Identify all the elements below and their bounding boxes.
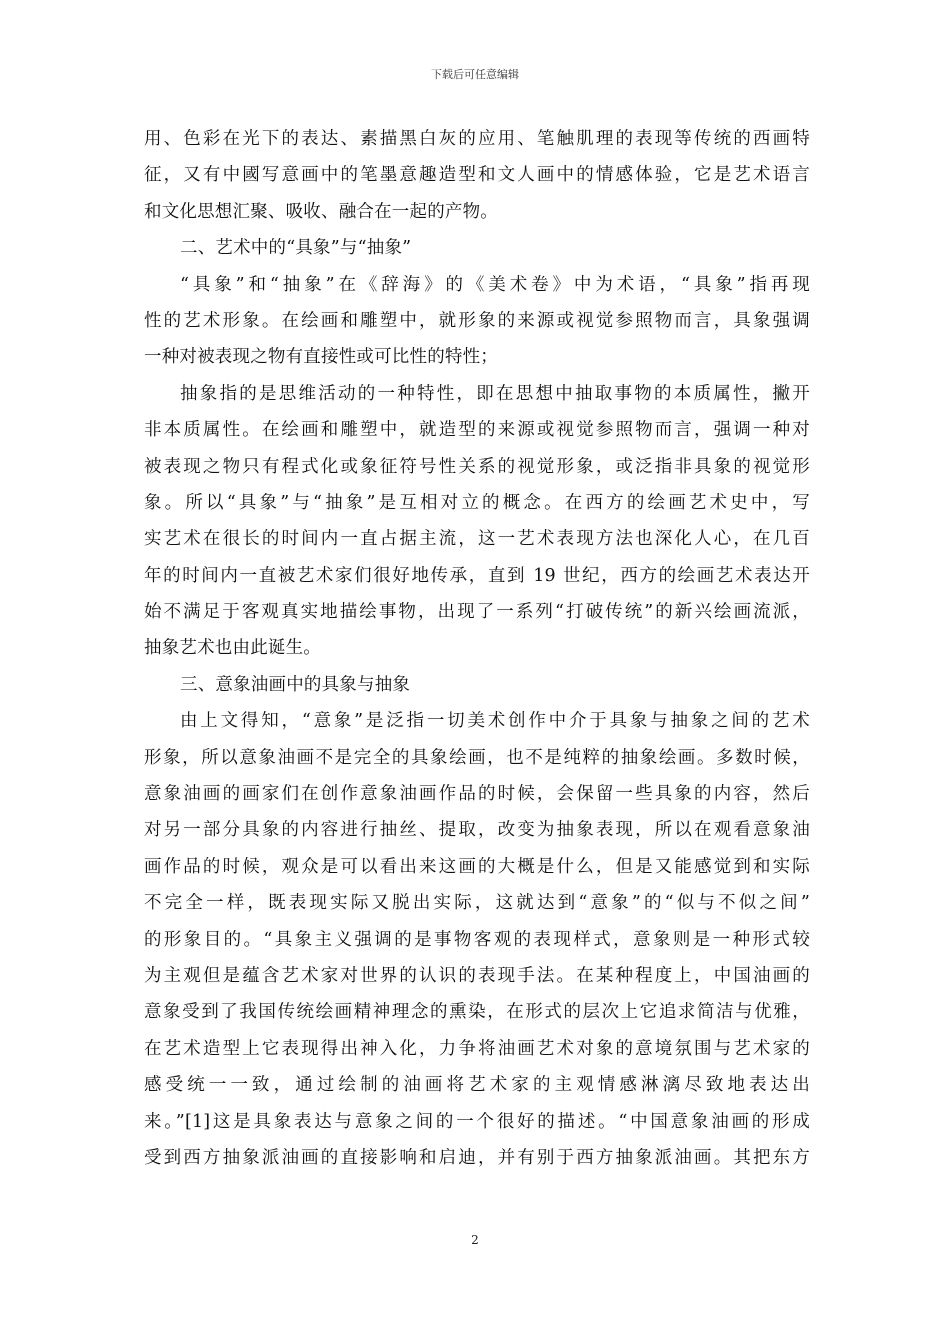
text-line: 抽象指的是思维活动的一种特性，即在思想中抽取事物的本质属性，撇开 (180, 383, 810, 404)
page-number: 2 (471, 1233, 479, 1247)
text-line: 形象，所以意象油画不是完全的具象绘画，也不是纯粹的抽象绘画。多数时候， (144, 747, 810, 768)
text-line: 由上文得知，“意象”是泛指一切美术创作中介于具象与抽象之间的艺术 (180, 711, 810, 732)
text-line: 和文化思想汇聚、吸收、融合在一起的产物。 (144, 201, 498, 222)
section-heading: 三、意象油画中的具象与抽象 (180, 674, 411, 695)
text-line: 的形象目的。“具象主义强调的是事物客观的表现样式，意象则是一种形式较 (144, 929, 810, 950)
text-line: 对另一部分具象的内容进行抽丝、提取，改变为抽象表现，所以在观看意象油 (144, 820, 810, 841)
text-line: 被表现之物只有程式化或象征符号性关系的视觉形象，或泛指非具象的视觉形 (144, 456, 810, 477)
text-line: 意象油画的画家们在创作意象油画作品的时候，会保留一些具象的内容，然后 (144, 784, 810, 805)
text-line: 性的艺术形象。在绘画和雕塑中，就形象的来源或视觉参照物而言，具象强调 (144, 310, 810, 331)
text-line: 受到西方抽象派油画的直接影响和启迪，并有别于西方抽象派油画。其把东方 (144, 1147, 810, 1168)
body-text (144, 121, 810, 1176)
text-line: 来。”[1]这是具象表达与意象之间的一个很好的描述。“中国意象油画的形成 (144, 1111, 810, 1132)
text-line: 象。所以“具象”与“抽象”是互相对立的概念。在西方的绘画艺术史中，写 (144, 492, 810, 513)
text-line: 画作品的时候，观众是可以看出来这画的大概是什么，但是又能感觉到和实际 (144, 856, 810, 877)
text-line: 为主观但是蕴含艺术家对世界的认识的表现手法。在某种程度上，中国油画的 (144, 965, 810, 986)
text-line: 抽象艺术也由此诞生。 (144, 638, 321, 659)
text-line: 意象受到了我国传统绘画精神理念的熏染，在形式的层次上它追求简洁与优雅， (144, 1002, 810, 1023)
text-line: 在艺术造型上它表现得出神入化，力争将油画艺术对象的意境氛围与艺术家的 (144, 1038, 810, 1059)
text-line: “具象”和“抽象”在《辞海》的《美术卷》中为术语，“具象”指再现 (180, 274, 810, 295)
text-line: 年的时间内一直被艺术家们很好地传承，直到 19 世纪，西方的绘画艺术表达开 (144, 565, 810, 586)
text-line: 非本质属性。在绘画和雕塑中，就造型的来源或视觉参照物而言，强调一种对 (144, 420, 810, 441)
text-line: 用、色彩在光下的表达、素描黑白灰的应用、笔触肌理的表现等传统的西画特 (144, 129, 810, 149)
text-line: 感受统一一致，通过绘制的油画将艺术家的主观情感淋漓尽致地表达出 (144, 1075, 810, 1096)
text-line: 征，又有中國写意画中的笔墨意趣造型和文人画中的情感体验，它是艺术语言 (144, 165, 810, 186)
section-heading: 二、艺术中的“具象”与“抽象” (180, 238, 412, 259)
text-line: 不完全一样，既表现实际又脱出实际，这就达到“意象”的“似与不似之间” (144, 893, 810, 914)
text-line: 始不满足于客观真实地描绘事物，出现了一系列“打破传统”的新兴绘画流派， (144, 602, 810, 623)
text-line: 一种对被表现之物有直接性或可比性的特性； (144, 347, 498, 368)
page-header: 下载后可任意编辑 (431, 68, 519, 81)
text-line: 实艺术在很长的时间内一直占据主流，这一艺术表现方法也深化人心，在几百 (144, 529, 810, 550)
